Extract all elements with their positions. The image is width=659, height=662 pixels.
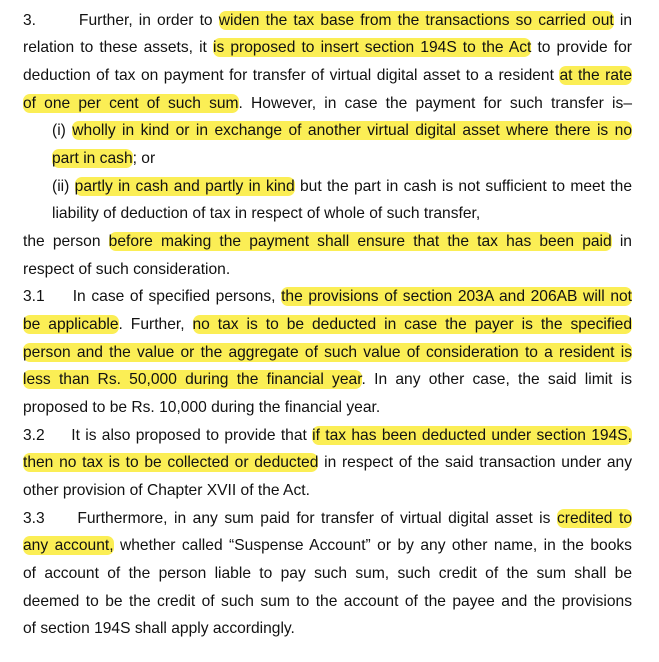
highlighted-text: if tax has been deducted under section 194S, (312, 427, 632, 444)
text-segment: 3.1 In case of specified persons, (23, 288, 282, 305)
text-segment: ; or (132, 150, 156, 167)
text-line (52, 149, 632, 169)
text-line (23, 453, 632, 473)
highlighted-text: widen the tax base from the transactions so carried out (218, 12, 614, 29)
text-segment: the person (23, 233, 109, 250)
text-line (52, 177, 632, 197)
text-line (23, 619, 632, 639)
highlighted-text: less than Rs. 50,000 during the financial year (23, 371, 362, 388)
text-segment: of account of the person liable to pay such sum, such credit of the sum shall be (23, 565, 632, 582)
text-segment: (ii) (52, 178, 75, 195)
highlighted-text: person and the value or the aggregate of such value of consideration to a resident is (23, 344, 632, 361)
text-line (23, 370, 632, 390)
highlighted-text: is proposed to insert section 194S to the Act (212, 39, 532, 56)
highlighted-text: partly in cash and partly in kind (74, 178, 295, 195)
text-line (23, 38, 632, 58)
text-segment: relation to these assets, it (23, 39, 213, 56)
highlighted-text: before making the payment shall ensure that the tax has been paid (108, 233, 612, 250)
text-line (23, 426, 632, 446)
text-segment: in respect of the said transaction under any (318, 454, 632, 471)
text-segment: other provision of Chapter XVII of the Act. (23, 482, 310, 499)
text-segment: proposed to be Rs. 10,000 during the financial year. (23, 399, 381, 416)
text-segment: liability of deduction of tax in respect of whole of such transfer, (52, 205, 481, 222)
text-line (23, 536, 632, 556)
highlighted-text: no tax is to be deducted in case the payer is the specified (192, 316, 633, 333)
highlighted-text: be applicable (23, 316, 119, 333)
text-line (23, 260, 632, 280)
text-line (23, 232, 632, 252)
text-segment: of section 194S shall apply accordingly. (23, 620, 295, 637)
highlighted-text: part in cash (52, 150, 133, 167)
text-line (23, 94, 632, 114)
highlighted-text: at the rate (559, 67, 633, 84)
text-line (23, 343, 632, 363)
text-segment: whether called “Suspense Account” or by any other name, in the books (113, 537, 632, 554)
text-line (23, 398, 632, 418)
text-segment: in (611, 233, 632, 250)
highlighted-text: the provisions of section 203A and 206AB will not (281, 288, 632, 305)
text-line (23, 592, 632, 612)
text-line (23, 11, 632, 31)
text-segment: (i) (52, 122, 73, 139)
text-segment: deemed to be the credit of such sum to the account of the payee and the provisions (23, 593, 632, 610)
text-segment: but the part in cash is not sufficient to meet the (294, 178, 632, 195)
text-segment: 3. Further, in order to (23, 12, 219, 29)
text-segment: . Further, (118, 316, 193, 333)
highlighted-text: of one per cent of such sum (23, 95, 239, 112)
text-segment: 3.3 Furthermore, in any sum paid for transfer of virtual digital asset is (23, 510, 557, 527)
text-segment: in (613, 12, 632, 29)
text-segment: to provide for (531, 39, 632, 56)
text-segment: deduction of tax on payment for transfer of virtual digital asset to a resident (23, 67, 560, 84)
text-line (52, 121, 632, 141)
text-line (23, 66, 632, 86)
text-line (23, 509, 632, 529)
text-segment: . However, in case the payment for such transfer is– (238, 95, 632, 112)
text-line (23, 315, 632, 335)
text-line (23, 564, 632, 584)
text-segment: . In any other case, the said limit is (361, 371, 632, 388)
highlighted-text: then no tax is to be collected or deducted (23, 454, 319, 471)
text-line (52, 204, 632, 224)
text-segment: respect of such consideration. (23, 261, 231, 278)
highlighted-text: any account, (23, 537, 114, 554)
highlighted-text: credited to (556, 510, 632, 527)
text-line (23, 287, 632, 307)
text-line (23, 481, 632, 501)
highlighted-text: wholly in kind or in exchange of another virtual digital asset where there is no (72, 122, 632, 139)
text-segment: 3.2 It is also proposed to provide that (23, 427, 313, 444)
